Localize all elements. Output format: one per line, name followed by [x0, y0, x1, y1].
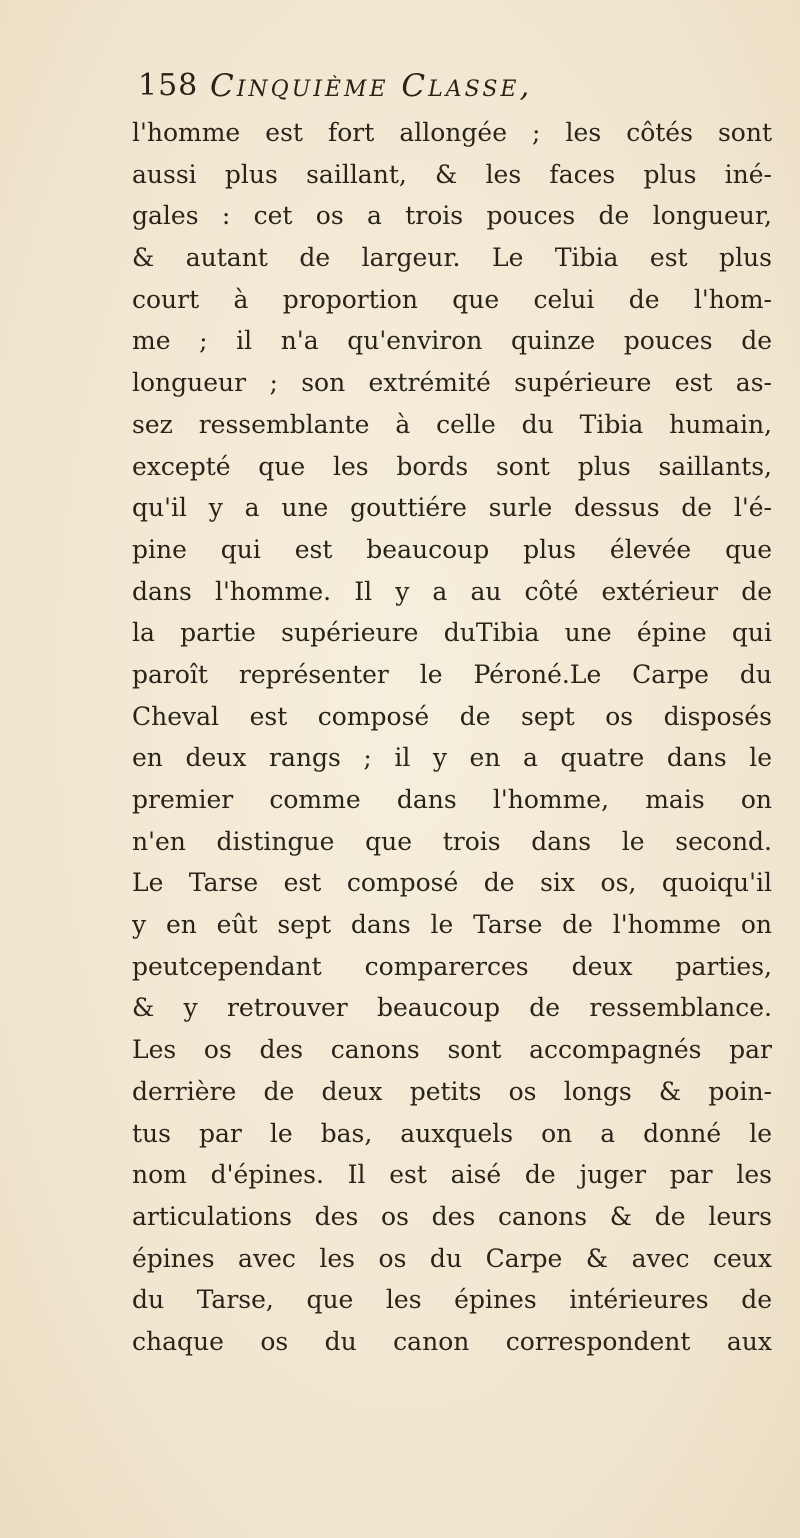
text-line: court à proportion que celui de l'hom- [132, 284, 772, 314]
text-line: la partie supérieure duTibia une épine qui [132, 618, 772, 648]
text-line: en deux rangs ; il y en a quatre dans le [132, 743, 772, 773]
text-line: longueur ; son extrémité supérieure est as- [132, 368, 772, 398]
text-line: l'homme est fort allongée ; les côtés sont [132, 118, 772, 147]
text-line: gales : cet os a trois pouces de longueur, [132, 201, 772, 231]
text-line: dans l'homme. Il y a au côté extérieur de [132, 576, 772, 606]
text-line: aussi plus saillant, & les faces plus iné- [132, 159, 772, 189]
running-head: Cinquième Classe, [210, 68, 533, 104]
text-line: épines avec les os du Carpe & avec ceux [132, 1243, 772, 1273]
body-text [132, 112, 772, 1363]
text-line: peutcependant comparerces deux parties, [132, 951, 772, 981]
text-line: du Tarse, que les épines intérieures de [132, 1285, 772, 1315]
page-header [138, 66, 778, 114]
text-line: premier comme dans l'homme, mais on [132, 785, 772, 814]
text-line: excepté que les bords sont plus saillants, [132, 451, 772, 481]
text-line: me ; il n'a qu'environ quinze pouces de [132, 326, 772, 356]
text-line: y en eût sept dans le Tarse de l'homme on [132, 910, 772, 940]
text-line: paroît représenter le Péroné.Le Carpe du [132, 659, 772, 689]
text-line: pine qui est beaucoup plus élevée que [132, 534, 772, 564]
text-line: Les os des canons sont accompagnés par [132, 1035, 772, 1065]
text-line: n'en distingue que trois dans le second. [132, 826, 772, 856]
text-line: qu'il y a une gouttiére surle dessus de l'é- [132, 493, 772, 523]
text-line: sez ressemblante à celle du Tibia humain, [132, 409, 772, 439]
text-line: nom d'épines. Il est aisé de juger par les [132, 1160, 772, 1190]
text-line: articulations des os des canons & de leurs [132, 1201, 772, 1231]
text-line: Cheval est composé de sept os disposés [132, 701, 772, 731]
text-line: Le Tarse est composé de six os, quoiqu'il [132, 868, 772, 898]
text-line: & autant de largeur. Le Tibia est plus [132, 243, 772, 273]
text-line: & y retrouver beaucoup de ressemblance. [132, 993, 772, 1023]
text-line: tus par le bas, auxquels on a donné le [132, 1118, 772, 1148]
page-number: 158 [138, 68, 199, 103]
text-line: derrière de deux petits os longs & poin- [132, 1076, 772, 1106]
text-line: chaque os du canon correspondent aux [132, 1326, 772, 1356]
